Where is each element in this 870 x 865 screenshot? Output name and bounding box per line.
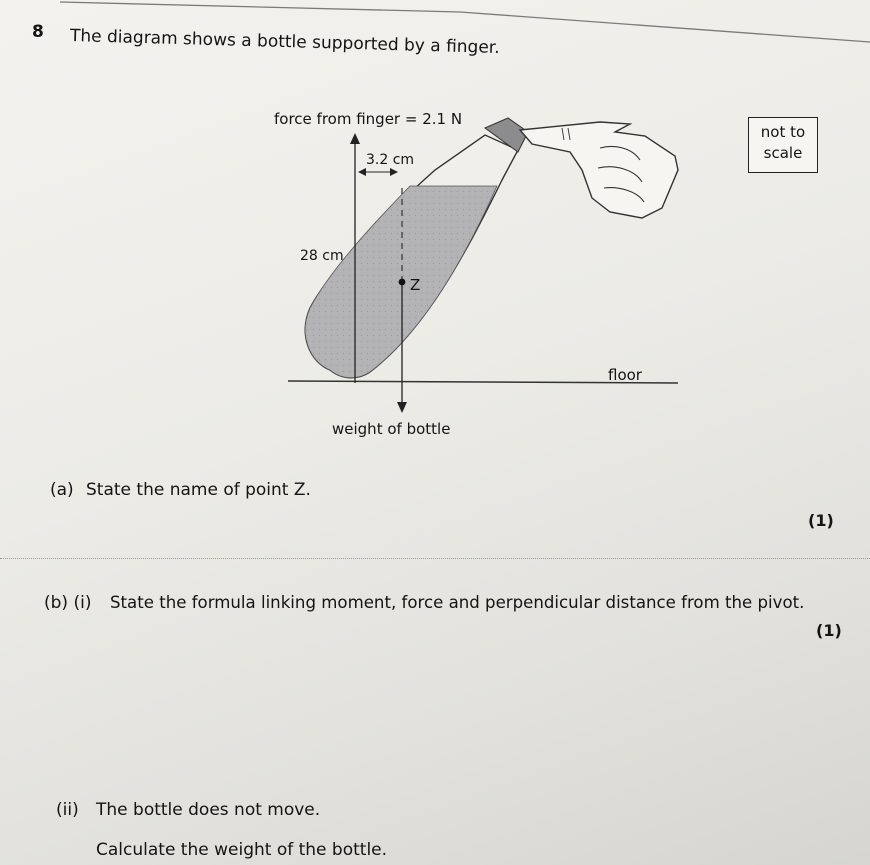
answer-line-a <box>0 558 870 559</box>
scale-note-box <box>748 117 818 173</box>
hand-drawing <box>520 122 678 218</box>
part-b-i-marks: (1) <box>816 621 842 640</box>
weight-arrow-head <box>397 402 407 413</box>
question-text: The diagram shows a bottle supported by a finger. <box>69 26 500 58</box>
bottle-diagram <box>270 100 690 445</box>
floor-label: floor <box>608 366 642 384</box>
part-b-i-label: (b) (i) <box>44 593 92 613</box>
part-b-ii-text: The bottle does not move. <box>96 800 321 820</box>
part-b-ii-label: (ii) <box>56 800 79 820</box>
part-a-text: State the name of point Z. <box>86 480 311 500</box>
point-z-label: Z <box>410 276 421 294</box>
distance-label: 3.2 cm <box>366 152 415 168</box>
scale-note-line-2: scale <box>763 144 803 162</box>
weight-label: weight of bottle <box>332 420 451 438</box>
part-a-label: (a) <box>50 480 74 500</box>
length-label: 28 cm <box>300 248 344 264</box>
question-number: 8 <box>32 22 44 42</box>
scale-note-line-1: not to <box>760 123 806 141</box>
force-arrow-head <box>350 133 360 144</box>
part-b-ii-instruction: Calculate the weight of the bottle. <box>96 840 388 860</box>
force-label: force from finger = 2.1 N <box>274 110 463 128</box>
point-z-dot <box>399 279 406 286</box>
part-b-i-text: State the formula linking moment, force and perpendicular distance from the pivot. <box>110 593 805 612</box>
part-a-marks: (1) <box>808 511 834 530</box>
